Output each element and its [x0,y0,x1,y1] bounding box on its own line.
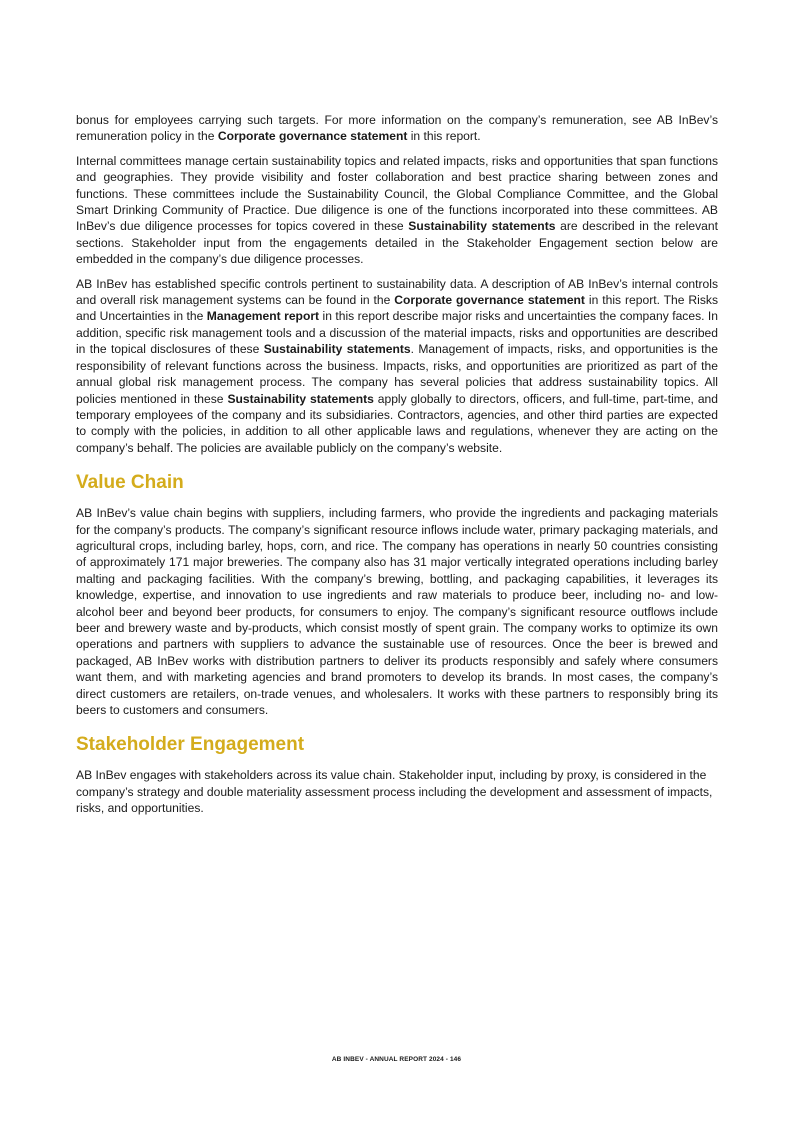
text-segment: in this report describe major risks and uncertainties the company faces. In addition, specific risk management tools and a discussion of the material impacts, risks and opportunities are described in the topical disclosures of these [76,309,719,357]
text-segment: . Management of impacts, risks, and opportunities is the responsibility of relevant functions across the business. Impacts, risks, and opportunities are prioritized as part of the annual global risk management process. The company has several policies that address sustainability topics. All policies mentioned in these [76,342,718,406]
intro-paragraph [76,276,718,456]
value-chain-heading: Value Chain [76,472,184,494]
text-segment: Internal committees manage certain sustainability topics and related impacts, risks and opportunities that span functions and geographies. They provide visibility and foster collaboration and best practice sharing between zones and functions. These committees include the Sustainability Council, the Global Compliance Committee, and the Global Smart Drinking Community of Practice. Due diligence is one of the functions incorporated into these committees. AB InBev’s due diligence processes for topics covered in these [76,153,718,234]
text-segment: AB InBev has established specific controls pertinent to sustainability data. A description of AB InBev’s internal controls and overall risk management systems can be found in the [76,276,718,308]
stakeholder-engagement-heading: Stakeholder Engagement [76,734,305,756]
bold-reference: Corporate governance statement [217,129,408,144]
document-page [76,112,718,825]
stakeholder-engagement-paragraph: AB InBev engages with stakeholders across its value chain. Stakeholder input, including by proxy, is considered in the company’s strategy and double materiality assessment process including the development and assessment of impacts, risks, and opportunities. [76,768,713,816]
intro-paragraph [76,112,718,145]
text-segment: apply globally to directors, officers, and full-time, part-time, and temporary employees of the company and its subsidiaries. Contractors, agencies, and other third parties are expected to comply with the policies, in addition to all other applicable laws and regulations, whenever they are acting on the company’s behalf. The policies are available publicly on the company’s website. [76,391,719,455]
bold-reference: Sustainability statements [263,342,411,357]
bold-reference: Corporate governance statement [394,293,585,308]
bold-reference: Sustainability statements [227,391,374,406]
value-chain-paragraph: AB InBev’s value chain begins with suppliers, including farmers, who provide the ingredients and packaging materials for the company’s products. The company’s significant resource inflows include water, primary packaging materials, and agricultural crops, including barley, hops, corn, and rice. The company has operations in nearly 50 countries consisting of approximately 171 major breweries. The company also has 31 major vertically integrated operations including barley malting and packaging facilities. With the company’s brewing, bottling, and packaging capabilities, it leverages its knowledge, expertise, and innovation to use ingredients and raw materials to produce beer, including no- and low-alcohol beer and beyond beer products, for consumers to enjoy. The company’s significant resource outflows include beer and brewery waste and by-products, which consist mostly of spent grain. The company works to optimize its own operations and partners with suppliers to advance the sustainable use of resources. Once the beer is brewed and packaged, AB InBev works with distribution partners to deliver its products responsibly and safely where consumers want them, and with marketing agencies and brand promoters to develop its brands. In most cases, the company’s direct customers are retailers, on-trade venues, and wholesalers. It works with these partners to responsibly bring its beers to customers and consumers. [76,506,718,717]
intro-paragraph [76,153,718,268]
text-segment: bonus for employees carrying such targets. For more information on the company’s remuneration, see AB InBev’s remuneration policy in the [76,113,718,144]
bold-reference: Sustainability statements [408,219,556,234]
intro-paragraphs [76,112,718,456]
text-segment: in this report. [407,129,481,144]
text-segment: in this report. The Risks and Uncertainties in the [76,293,718,324]
page-footer: AB INBEV - ANNUAL REPORT 2024 - 146 [331,1056,462,1063]
text-segment: are described in the relevant sections. Stakeholder input from the engagements detailed in the Stakeholder Engagement section below are embedded in the company’s due diligence processes. [76,219,718,267]
bold-reference: Management report [206,309,320,324]
